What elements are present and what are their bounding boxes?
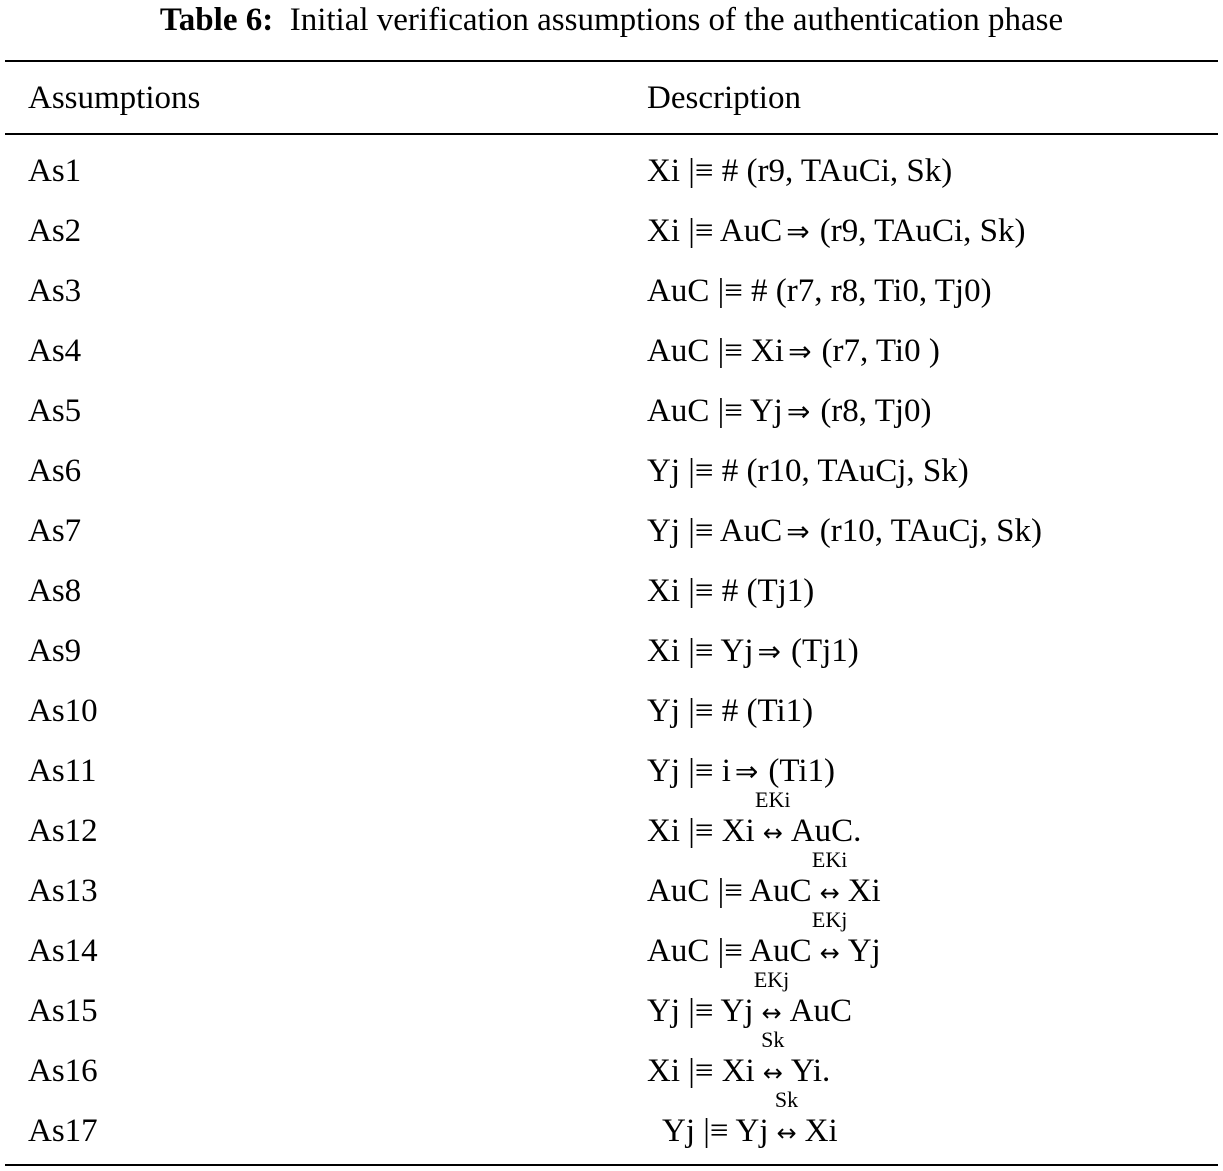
assumption-id: As5 — [28, 393, 82, 429]
key-label: EKi — [811, 847, 848, 872]
assumption-description — [647, 391, 932, 432]
assumption-description — [647, 751, 835, 792]
description-text: AuC |≡ # (r7, r8, Ti0, Tj0) — [647, 273, 992, 309]
description-text: (Tj1) — [790, 633, 859, 669]
left-right-arrow-icon: ↔ — [762, 1059, 783, 1087]
description-left: AuC |≡ AuC — [647, 933, 812, 969]
table-row — [0, 571, 1223, 631]
assumption-id: As6 — [28, 453, 82, 489]
left-right-arrow-icon: ↔ — [776, 1119, 797, 1147]
table-row — [0, 331, 1223, 391]
assumption-id: As13 — [28, 873, 98, 909]
assumption-description — [647, 151, 952, 191]
implies-symbol: ⇒ — [734, 755, 759, 788]
column-header-description: Description — [647, 80, 801, 116]
assumption-description — [647, 691, 813, 731]
table-bottom-rule — [5, 1164, 1218, 1166]
description-text: AuC |≡ Yj — [647, 393, 783, 429]
table-row — [0, 907, 1223, 991]
description-right: AuC. — [790, 813, 862, 849]
assumption-description — [647, 571, 814, 611]
assumption-description — [647, 1027, 831, 1093]
description-text: Yj |≡ # (Ti1) — [647, 693, 814, 729]
table-row — [0, 391, 1223, 451]
description-left: Xi |≡ Xi — [647, 1053, 755, 1089]
table-row — [0, 1027, 1223, 1111]
description-text: Xi |≡ # (r9, TAuCi, Sk) — [647, 153, 953, 189]
description-text: Xi |≡ Yj — [647, 633, 754, 669]
description-left: Yj |≡ Yj — [662, 1113, 769, 1149]
assumption-id: As3 — [28, 273, 82, 309]
assumption-id: As1 — [28, 153, 82, 189]
assumption-id: As17 — [28, 1113, 98, 1149]
assumption-id: As10 — [28, 693, 98, 729]
table-row — [0, 271, 1223, 331]
left-right-arrow-icon: ↔ — [761, 999, 782, 1027]
left-right-arrow-icon: ↔ — [819, 879, 840, 907]
description-text: Yj |≡ AuC — [647, 513, 783, 549]
assumption-id: As11 — [28, 753, 97, 789]
implies-symbol: ⇒ — [788, 335, 812, 368]
key-label: EKj — [811, 907, 848, 932]
description-text: (Ti1) — [768, 753, 836, 789]
table-row — [0, 1087, 1223, 1171]
implies-symbol: ⇒ — [786, 515, 810, 548]
description-text: (r7, Ti0 ) — [821, 333, 940, 369]
description-text: (r10, TAuCj, Sk) — [819, 513, 1042, 549]
assumption-description — [647, 451, 969, 491]
assumption-id: As9 — [28, 633, 82, 669]
description-left: Xi |≡ Xi — [647, 813, 755, 849]
assumption-id: As15 — [28, 993, 98, 1029]
table-row — [0, 847, 1223, 931]
table-caption-text: Initial verification assumptions of the authentication phase — [289, 2, 1064, 38]
shared-key-arrow — [755, 787, 791, 853]
assumption-description — [647, 271, 992, 311]
assumption-id: As16 — [28, 1053, 98, 1089]
key-label: Sk — [774, 1087, 799, 1112]
table-top-rule — [5, 60, 1218, 62]
description-right: Yi. — [790, 1053, 831, 1089]
assumption-id: As7 — [28, 513, 82, 549]
assumption-id: As14 — [28, 933, 98, 969]
description-right: Xi — [804, 1113, 838, 1149]
left-right-arrow-icon: ↔ — [819, 939, 840, 967]
assumption-description — [662, 1087, 838, 1153]
table-row — [0, 787, 1223, 871]
table-row — [0, 751, 1223, 811]
implies-symbol: ⇒ — [786, 215, 810, 248]
implies-symbol: ⇒ — [757, 635, 781, 668]
assumption-description — [647, 511, 1042, 552]
key-label: EKj — [753, 967, 790, 992]
description-right: AuC — [789, 993, 852, 1029]
description-text: Xi |≡ # (Tj1) — [647, 573, 815, 609]
description-text: Yj |≡ # (r10, TAuCj, Sk) — [647, 453, 969, 489]
description-right: Xi — [847, 873, 881, 909]
description-text: (r8, Tj0) — [820, 393, 932, 429]
shared-key-arrow — [774, 1087, 799, 1153]
assumption-description — [647, 631, 859, 672]
assumption-description — [647, 331, 940, 372]
assumption-id: As12 — [28, 813, 98, 849]
assumption-description — [647, 967, 852, 1033]
table-row — [0, 151, 1223, 211]
left-right-arrow-icon: ↔ — [762, 819, 783, 847]
table-row — [0, 211, 1223, 271]
assumption-id: As2 — [28, 213, 82, 249]
assumption-description — [647, 211, 1025, 252]
description-text: Xi |≡ AuC — [647, 213, 783, 249]
column-header-assumptions: Assumptions — [28, 80, 201, 116]
assumption-id: As8 — [28, 573, 82, 609]
table-header-rule — [5, 133, 1218, 135]
table-row — [0, 451, 1223, 511]
shared-key-arrow — [811, 907, 848, 973]
description-left: Yj |≡ Yj — [647, 993, 754, 1029]
key-label: Sk — [761, 1027, 785, 1052]
table-row — [0, 691, 1223, 751]
table-caption-label: Table 6: — [159, 2, 274, 38]
table-caption — [0, 0, 1223, 44]
table-row — [0, 631, 1223, 691]
assumption-id: As4 — [28, 333, 82, 369]
description-text: (r9, TAuCi, Sk) — [819, 213, 1026, 249]
description-right: Yj — [847, 933, 881, 969]
description-left: AuC |≡ AuC — [647, 873, 812, 909]
description-text: Yj |≡ i — [647, 753, 731, 789]
key-label: EKi — [755, 787, 791, 812]
table-row — [0, 511, 1223, 571]
implies-symbol: ⇒ — [786, 395, 811, 428]
table-row — [0, 967, 1223, 1051]
description-text: AuC |≡ Xi — [647, 333, 785, 369]
